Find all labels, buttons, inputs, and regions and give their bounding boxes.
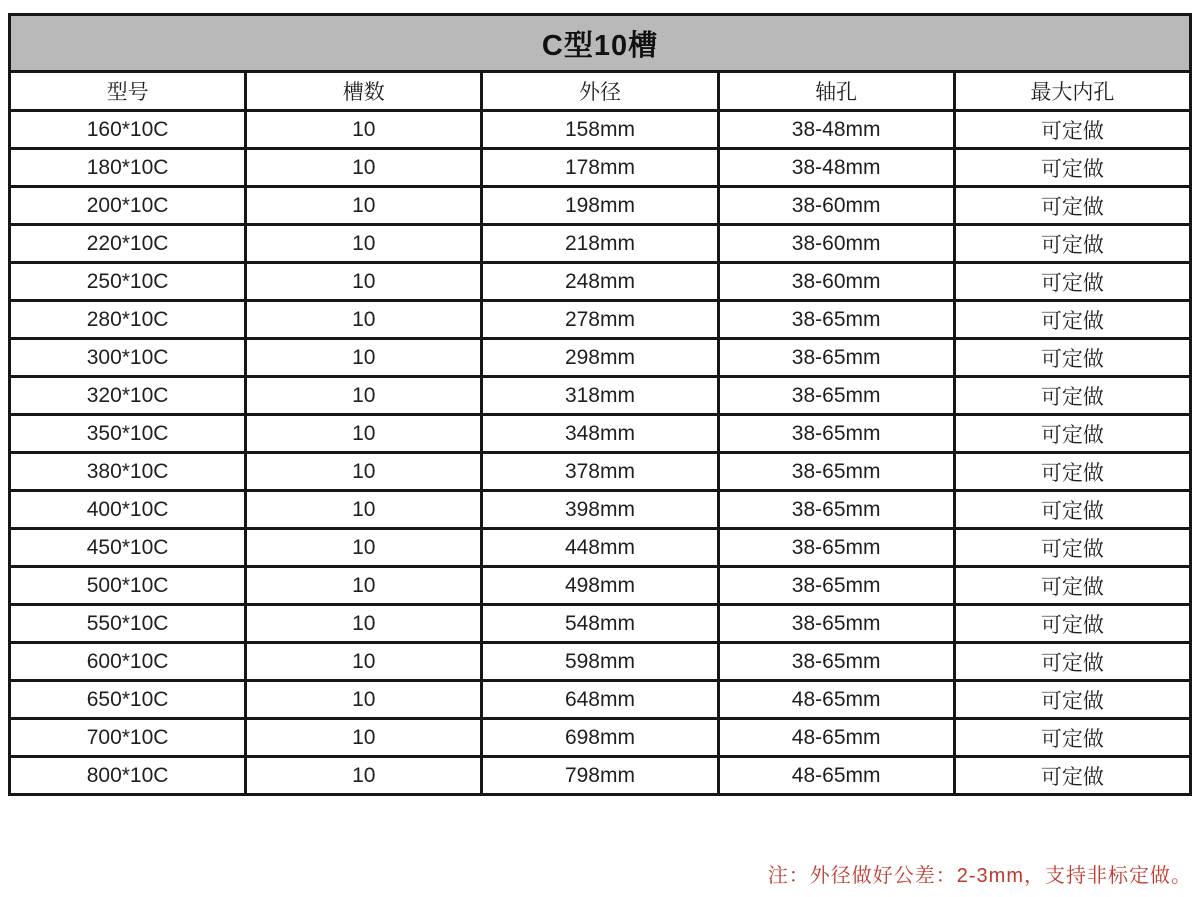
- table-cell: 10: [246, 339, 482, 377]
- table-cell: 38-65mm: [718, 529, 954, 567]
- table-cell: 300*10C: [10, 339, 246, 377]
- table-cell: 38-65mm: [718, 339, 954, 377]
- table-cell: 278mm: [482, 301, 718, 339]
- column-header: 槽数: [246, 72, 482, 111]
- column-header: 最大内孔: [954, 72, 1190, 111]
- table-row: [10, 301, 1191, 339]
- table-cell: 10: [246, 263, 482, 301]
- table-cell: 448mm: [482, 529, 718, 567]
- table-cell: 180*10C: [10, 149, 246, 187]
- table-cell: 220*10C: [10, 225, 246, 263]
- table-row: [10, 567, 1191, 605]
- table-cell: 550*10C: [10, 605, 246, 643]
- table-cell: 700*10C: [10, 719, 246, 757]
- table-row: [10, 757, 1191, 795]
- table-cell: 10: [246, 453, 482, 491]
- table-cell: 298mm: [482, 339, 718, 377]
- table-cell: 10: [246, 377, 482, 415]
- table-cell: 160*10C: [10, 111, 246, 149]
- table-cell: 可定做: [954, 111, 1190, 149]
- table-cell: 10: [246, 415, 482, 453]
- table-title-row: [10, 15, 1191, 72]
- table-cell: 10: [246, 301, 482, 339]
- table-cell: 可定做: [954, 339, 1190, 377]
- table-cell: 178mm: [482, 149, 718, 187]
- table-cell: 38-65mm: [718, 301, 954, 339]
- table-cell: 318mm: [482, 377, 718, 415]
- table-cell: 10: [246, 567, 482, 605]
- table-cell: 48-65mm: [718, 719, 954, 757]
- table-cell: 10: [246, 149, 482, 187]
- table-cell: 378mm: [482, 453, 718, 491]
- table-cell: 10: [246, 605, 482, 643]
- table-row: [10, 453, 1191, 491]
- table-row: [10, 643, 1191, 681]
- table-cell: 可定做: [954, 757, 1190, 795]
- spec-table-container: [8, 13, 1192, 796]
- table-cell: 648mm: [482, 681, 718, 719]
- table-row: [10, 719, 1191, 757]
- table-cell: 可定做: [954, 225, 1190, 263]
- table-cell: 650*10C: [10, 681, 246, 719]
- table-cell: 500*10C: [10, 567, 246, 605]
- table-cell: 10: [246, 529, 482, 567]
- table-cell: 可定做: [954, 719, 1190, 757]
- table-cell: 10: [246, 757, 482, 795]
- table-cell: 10: [246, 719, 482, 757]
- table-cell: 可定做: [954, 301, 1190, 339]
- table-cell: 800*10C: [10, 757, 246, 795]
- table-cell: 698mm: [482, 719, 718, 757]
- table-cell: 10: [246, 681, 482, 719]
- table-cell: 450*10C: [10, 529, 246, 567]
- table-row: [10, 605, 1191, 643]
- table-cell: 10: [246, 225, 482, 263]
- table-cell: 38-65mm: [718, 453, 954, 491]
- table-cell: 可定做: [954, 453, 1190, 491]
- table-cell: 400*10C: [10, 491, 246, 529]
- tolerance-note: 注：外径做好公差：2-3mm，支持非标定做。: [767, 865, 1192, 887]
- table-cell: 可定做: [954, 149, 1190, 187]
- table-cell: 198mm: [482, 187, 718, 225]
- table-cell: 38-48mm: [718, 149, 954, 187]
- table-header-row: [10, 72, 1191, 111]
- table-cell: 38-60mm: [718, 187, 954, 225]
- table-row: [10, 415, 1191, 453]
- table-cell: 38-60mm: [718, 225, 954, 263]
- table-cell: 10: [246, 643, 482, 681]
- table-row: [10, 377, 1191, 415]
- table-cell: 48-65mm: [718, 757, 954, 795]
- table-cell: 598mm: [482, 643, 718, 681]
- table-cell: 280*10C: [10, 301, 246, 339]
- table-row: [10, 111, 1191, 149]
- table-cell: 可定做: [954, 187, 1190, 225]
- table-cell: 350*10C: [10, 415, 246, 453]
- table-row: [10, 681, 1191, 719]
- table-cell: 可定做: [954, 377, 1190, 415]
- table-cell: 可定做: [954, 643, 1190, 681]
- table-cell: 38-65mm: [718, 415, 954, 453]
- table-cell: 可定做: [954, 491, 1190, 529]
- table-cell: 38-65mm: [718, 491, 954, 529]
- table-cell: 38-65mm: [718, 567, 954, 605]
- table-cell: 498mm: [482, 567, 718, 605]
- table-cell: 398mm: [482, 491, 718, 529]
- table-cell: 可定做: [954, 415, 1190, 453]
- table-cell: 10: [246, 491, 482, 529]
- table-cell: 38-65mm: [718, 377, 954, 415]
- table-cell: 218mm: [482, 225, 718, 263]
- table-cell: 可定做: [954, 605, 1190, 643]
- spec-table: [8, 13, 1192, 796]
- table-row: [10, 263, 1191, 301]
- table-cell: 600*10C: [10, 643, 246, 681]
- table-row: [10, 149, 1191, 187]
- table-cell: 可定做: [954, 681, 1190, 719]
- table-cell: 320*10C: [10, 377, 246, 415]
- table-cell: 可定做: [954, 529, 1190, 567]
- table-cell: 200*10C: [10, 187, 246, 225]
- table-cell: 10: [246, 111, 482, 149]
- table-cell: 48-65mm: [718, 681, 954, 719]
- table-cell: 548mm: [482, 605, 718, 643]
- table-cell: 38-60mm: [718, 263, 954, 301]
- column-header: 轴孔: [718, 72, 954, 111]
- table-row: [10, 491, 1191, 529]
- column-header: 外径: [482, 72, 718, 111]
- table-row: [10, 187, 1191, 225]
- table-cell: 38-48mm: [718, 111, 954, 149]
- table-cell: 可定做: [954, 263, 1190, 301]
- table-cell: 38-65mm: [718, 605, 954, 643]
- table-title: C型10槽: [10, 15, 1191, 72]
- table-cell: 38-65mm: [718, 643, 954, 681]
- table-cell: 380*10C: [10, 453, 246, 491]
- table-row: [10, 339, 1191, 377]
- table-cell: 10: [246, 187, 482, 225]
- table-body: [10, 111, 1191, 795]
- table-cell: 250*10C: [10, 263, 246, 301]
- table-cell: 可定做: [954, 567, 1190, 605]
- table-cell: 348mm: [482, 415, 718, 453]
- table-row: [10, 529, 1191, 567]
- table-cell: 158mm: [482, 111, 718, 149]
- table-cell: 798mm: [482, 757, 718, 795]
- column-header: 型号: [10, 72, 246, 111]
- table-cell: 248mm: [482, 263, 718, 301]
- table-row: [10, 225, 1191, 263]
